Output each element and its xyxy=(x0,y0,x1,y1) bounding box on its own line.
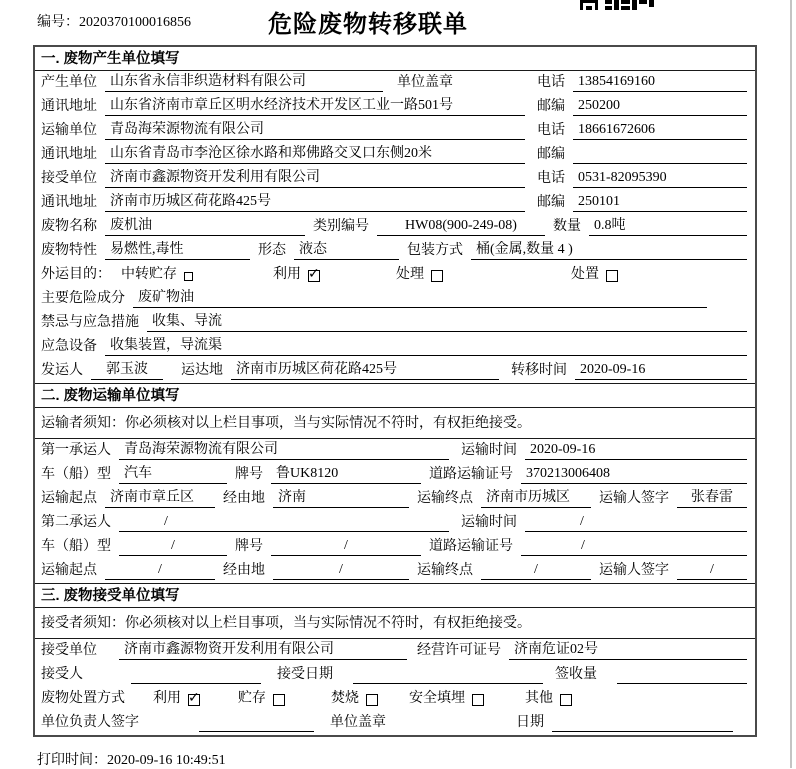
address2-label: 通讯地址 xyxy=(41,147,97,162)
zip1-label: 邮编 xyxy=(537,99,565,114)
unit-seal-label: 单位盖章 xyxy=(397,75,453,90)
row-produce-unit xyxy=(35,71,755,95)
quantity-value: 0.8吨 xyxy=(589,217,747,236)
print-time xyxy=(37,749,226,769)
equipment-label: 应急设备 xyxy=(41,339,97,354)
section2-header: 二. 废物运输单位填写 xyxy=(35,383,755,408)
taboo-label: 禁忌与应急措施 xyxy=(41,315,139,330)
purpose-option-label: 利用 xyxy=(273,267,301,282)
page-title: 危险废物转移联单 xyxy=(268,11,468,38)
receive-unit-value: 济南市鑫源物资开发利用有限公司 xyxy=(105,169,525,188)
disposal-option-landfill xyxy=(409,690,484,708)
permit2-value: / xyxy=(521,537,747,556)
row-receive-unit xyxy=(35,167,755,191)
packing-value: 桶(金属,数量 4 ) xyxy=(471,241,747,260)
phone2-label: 电话 xyxy=(537,123,565,138)
page-edge-line xyxy=(790,0,792,768)
transport-unit-value: 青岛海荣源物流有限公司 xyxy=(105,121,525,140)
row-transport-unit xyxy=(35,119,755,143)
category-label: 类别编号 xyxy=(313,219,369,234)
row-waste-name xyxy=(35,215,755,239)
plate1-value: 鲁UK8120 xyxy=(271,465,421,484)
character-value: 易燃性,毒性 xyxy=(105,241,250,260)
hazard-value: 废矿物油 xyxy=(133,289,707,308)
disposal-option-other xyxy=(525,690,572,708)
phone3-label: 电话 xyxy=(537,171,565,186)
disposal-option-label: 利用 xyxy=(153,691,181,706)
section3-header: 三. 废物接受单位填写 xyxy=(35,583,755,608)
purpose-option-label: 处理 xyxy=(396,267,424,282)
phone1-label: 电话 xyxy=(537,75,565,90)
checkbox-disposal-incinerate xyxy=(366,694,378,706)
checkbox-transfer-storage xyxy=(184,272,193,281)
row-route2 xyxy=(35,559,755,583)
receiver-value xyxy=(131,683,261,684)
responsible-sign-value xyxy=(199,731,314,732)
sign1-label: 运输人签字 xyxy=(599,491,669,506)
origin2-label: 运输起点 xyxy=(41,563,97,578)
transporter-notice: 运输者须知：你必须核对以上栏目事项，当与实际情况不符时，有权拒绝接受。 xyxy=(35,408,755,439)
sender-label: 发运人 xyxy=(41,363,83,378)
end1-label: 运输终点 xyxy=(417,491,473,506)
address2-value: 山东省青岛市李沧区徐水路和郑佛路交叉口东侧20米 xyxy=(105,145,525,164)
row-waste-character xyxy=(35,239,755,263)
unit-seal-label2: 单位盖章 xyxy=(330,715,386,730)
waste-name-label: 废物名称 xyxy=(41,219,97,234)
date-label: 日期 xyxy=(516,715,544,730)
phone1-value: 13854169160 xyxy=(573,73,747,92)
origin1-value: 济南市章丘区 xyxy=(105,489,215,508)
disposal-option-storage xyxy=(238,690,285,708)
row-responsible-sign xyxy=(35,711,755,735)
sign2-value: / xyxy=(677,561,747,580)
time2-label: 运输时间 xyxy=(461,515,517,530)
receiver-label: 接受人 xyxy=(41,667,83,682)
destination-label: 运达地 xyxy=(181,363,223,378)
time1-value: 2020-09-16 xyxy=(525,441,747,460)
zip3-value: 250101 xyxy=(573,193,747,212)
serial-value: 2020370100016856 xyxy=(79,15,191,30)
row-disposal-method xyxy=(35,687,755,711)
disposal-option-label: 安全填埋 xyxy=(409,691,465,706)
permit1-label: 道路运输证号 xyxy=(429,467,513,482)
via2-label: 经由地 xyxy=(223,563,265,578)
purpose-option-dispose xyxy=(571,266,618,284)
receiver-notice: 接受者须知：你必须核对以上栏目事项，当与实际情况不符时，有权拒绝接受。 xyxy=(35,608,755,639)
row-vehicle2 xyxy=(35,535,755,559)
quantity-label: 数量 xyxy=(553,219,581,234)
via2-value: / xyxy=(273,561,409,580)
transfer-time-value: 2020-09-16 xyxy=(575,361,747,380)
character-label: 废物特性 xyxy=(41,243,97,258)
row-first-carrier xyxy=(35,439,755,463)
address1-value: 山东省济南市章丘区明水经济技术开发区工业一路501号 xyxy=(105,97,525,116)
section1-header: 一. 废物产生单位填写 xyxy=(35,47,755,71)
row-vehicle1 xyxy=(35,463,755,487)
phone2-value: 18661672606 xyxy=(573,121,747,140)
row-accepting-unit xyxy=(35,639,755,663)
row-receiver xyxy=(35,663,755,687)
sign2-label: 运输人签字 xyxy=(599,563,669,578)
produce-unit-value: 山东省永信非织造材料有限公司 xyxy=(105,73,383,92)
license-value: 济南危证02号 xyxy=(509,641,747,660)
row-taboo-measures xyxy=(35,311,755,335)
sign-qty-value xyxy=(617,683,747,684)
receive-unit-label: 接受单位 xyxy=(41,171,97,186)
disposal-option-label: 其他 xyxy=(525,691,553,706)
waste-name-value: 废机油 xyxy=(105,217,305,236)
plate2-label: 牌号 xyxy=(235,539,263,554)
permit2-label: 道路运输证号 xyxy=(429,539,513,554)
sender-value: 郭玉波 xyxy=(91,361,163,380)
accept-unit-value: 济南市鑫源物资开发利用有限公司 xyxy=(119,641,407,660)
receive-date-value xyxy=(353,683,543,684)
vehicle1-value: 汽车 xyxy=(119,465,227,484)
checkbox-disposal-landfill xyxy=(472,694,484,706)
print-time-label: 打印时间： xyxy=(37,753,107,768)
via1-label: 经由地 xyxy=(223,491,265,506)
packing-label: 包装方式 xyxy=(407,243,463,258)
checkbox-utilize xyxy=(308,270,320,282)
produce-unit-label: 产生单位 xyxy=(41,75,97,90)
purpose-option-utilize xyxy=(273,266,320,284)
checkbox-disposal-utilize xyxy=(188,694,200,706)
print-time-value: 2020-09-16 10:49:51 xyxy=(107,753,226,768)
carrier1-value: 青岛海荣源物流有限公司 xyxy=(119,441,449,460)
transfer-time-label: 转移时间 xyxy=(511,363,567,378)
checkbox-disposal-other xyxy=(560,694,572,706)
purpose-label: 外运目的： xyxy=(41,267,111,282)
zip2-value xyxy=(573,163,747,164)
end2-label: 运输终点 xyxy=(417,563,473,578)
address3-label: 通讯地址 xyxy=(41,195,97,210)
transfer-form-table xyxy=(33,45,757,737)
carrier1-label: 第一承运人 xyxy=(41,443,111,458)
taboo-value: 收集、导流 xyxy=(147,313,747,332)
via1-value: 济南 xyxy=(273,489,409,508)
carrier2-label: 第二承运人 xyxy=(41,515,111,530)
end1-value: 济南市历城区 xyxy=(481,489,591,508)
receive-date-label: 接受日期 xyxy=(277,667,333,682)
checkbox-disposal-storage xyxy=(273,694,285,706)
address1-label: 通讯地址 xyxy=(41,99,97,114)
hazard-label: 主要危险成分 xyxy=(41,291,125,306)
zip2-label: 邮编 xyxy=(537,147,565,162)
zip1-value: 250200 xyxy=(573,97,747,116)
phone3-value: 0531-82095390 xyxy=(573,169,747,188)
checkbox-treat xyxy=(431,270,443,282)
time2-value: / xyxy=(525,513,747,532)
purpose-option-label: 中转贮存 xyxy=(121,267,177,282)
row-producer-address xyxy=(35,95,755,119)
disposal-option-label: 焚烧 xyxy=(331,691,359,706)
transport-unit-label: 运输单位 xyxy=(41,123,97,138)
permit1-value: 370213006408 xyxy=(521,465,747,484)
accept-unit-label: 接受单位 xyxy=(41,643,97,658)
row-sender xyxy=(35,359,755,383)
row-transfer-purpose xyxy=(35,263,755,287)
destination-value: 济南市历城区荷花路425号 xyxy=(231,361,499,380)
disposal-option-utilize xyxy=(153,690,200,708)
row-main-hazard xyxy=(35,287,755,311)
origin1-label: 运输起点 xyxy=(41,491,97,506)
vehicle1-label: 车（船）型 xyxy=(41,467,111,482)
row-route1 xyxy=(35,487,755,511)
zip3-label: 邮编 xyxy=(537,195,565,210)
time1-label: 运输时间 xyxy=(461,443,517,458)
serial-label: 编号： xyxy=(37,15,79,30)
sign-qty-label: 签收量 xyxy=(555,667,597,682)
disposal-option-label: 贮存 xyxy=(238,691,266,706)
document-header xyxy=(0,0,796,44)
purpose-option-transfer-storage xyxy=(121,266,193,284)
carrier2-value: / xyxy=(119,513,449,532)
equipment-value: 收集装置，导流渠 xyxy=(105,337,747,356)
address3-value: 济南市历城区荷花路425号 xyxy=(105,193,525,212)
row-transporter-address xyxy=(35,143,755,167)
checkbox-dispose xyxy=(606,270,618,282)
vehicle2-value: / xyxy=(119,537,227,556)
purpose-option-label: 处置 xyxy=(571,267,599,282)
disposal-option-incinerate xyxy=(331,690,378,708)
row-emergency-equipment xyxy=(35,335,755,359)
category-value: HW08(900-249-08) xyxy=(377,217,545,236)
form-value: 液态 xyxy=(294,241,399,260)
purpose-option-treat xyxy=(396,266,443,284)
sign1-value: 张春雷 xyxy=(677,489,747,508)
row-second-carrier xyxy=(35,511,755,535)
plate2-value: / xyxy=(271,537,421,556)
vehicle2-label: 车（船）型 xyxy=(41,539,111,554)
disposal-label: 废物处置方式 xyxy=(41,691,125,706)
origin2-value: / xyxy=(105,561,215,580)
date-value xyxy=(552,731,733,732)
form-label: 形态 xyxy=(258,243,286,258)
end2-value: / xyxy=(481,561,591,580)
responsible-sign-label: 单位负责人签字 xyxy=(41,715,139,730)
qr-code-fragment xyxy=(580,0,654,10)
row-receiver-address xyxy=(35,191,755,215)
license-label: 经营许可证号 xyxy=(417,643,501,658)
plate1-label: 牌号 xyxy=(235,467,263,482)
